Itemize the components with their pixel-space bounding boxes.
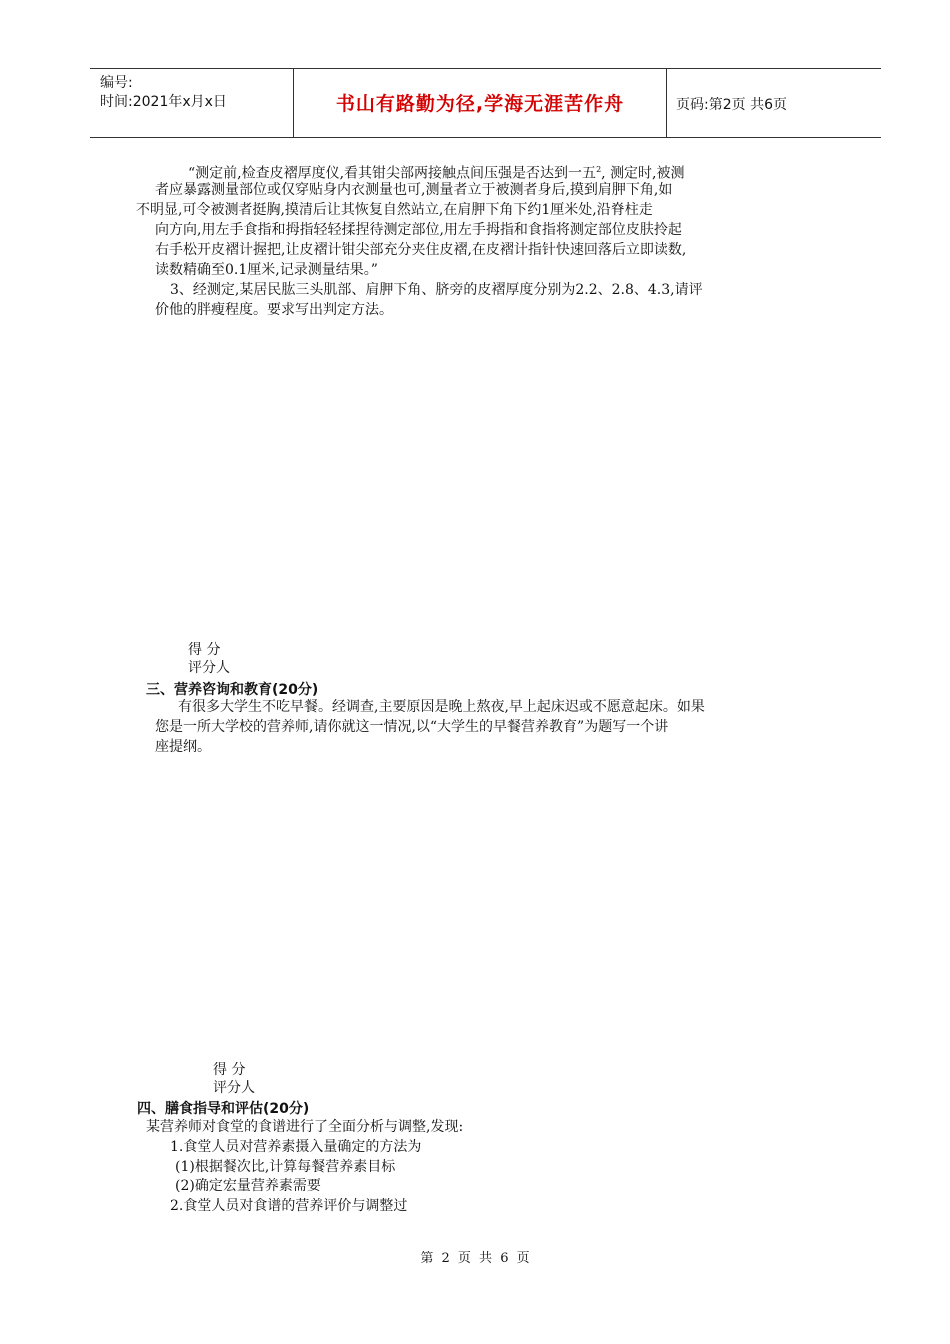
section-3-line: 有很多大学生不吃早餐。经调查,主要原因是晚上熬夜,早上起床迟或不愿意起床。如果 xyxy=(178,699,705,715)
body-line: 者应暴露测量部位或仅穿贴身内衣测量也可,测量者立于被测者身后,摸到肩胛下角,如 xyxy=(155,182,673,198)
body-text: “测定前,检查皮褶厚度仪,看其钳尖部两接触点间压强是否达到一五 xyxy=(188,165,597,182)
header-page-cell xyxy=(666,69,881,137)
section-3-line: 您是一所大学校的营养师,请你就这一情况,以“大学生的早餐营养教育”为题写一个讲 xyxy=(155,719,669,735)
header-motto-cell xyxy=(293,69,667,137)
body-line: “测定前,检查皮褶厚度仪,看其钳尖部两接触点间压强是否达到一五$^2$, 测定时,被测 xyxy=(188,165,685,182)
body-line: 不明显,可令被测者挺胸,摸清后让其恢复自然站立,在肩胛下角下约1厘米处,沿脊柱走 xyxy=(136,202,653,218)
body-line: 向方向,用左手食指和拇指轻轻揉捏待测定部位,用左手拇指和食指将测定部位皮肤拎起 xyxy=(155,222,682,238)
score-label: 得 分 xyxy=(213,1062,246,1078)
header-meta-cell xyxy=(90,69,293,137)
section-4-line: (2)确定宏量营养素需要 xyxy=(175,1178,321,1194)
grader-label: 评分人 xyxy=(213,1080,255,1096)
body-line: 读数精确至0.1厘米,记录测量结果。” xyxy=(155,262,378,278)
section-3-line: 座提纲。 xyxy=(155,739,211,755)
page-footer: 第 2 页 共 6 页 xyxy=(420,1251,530,1266)
header-page-info: 页码:第2页 共6页 xyxy=(676,97,787,113)
body-text: 测定时,被测 xyxy=(610,165,685,182)
section-4-line: 某营养师对食堂的食谱进行了全面分析与调整,发现: xyxy=(146,1119,464,1135)
grader-label: 评分人 xyxy=(188,660,230,676)
section-4-title: 四、膳食指导和评估(20分) xyxy=(137,1101,310,1117)
section-3-title: 三、营养咨询和教育(20分) xyxy=(146,682,319,698)
section-4-line: (1)根据餐次比,计算每餐营养素目标 xyxy=(175,1159,396,1175)
section-4-line: 2.食堂人员对食谱的营养评价与调整过 xyxy=(170,1198,408,1214)
page-header xyxy=(90,68,881,138)
section-4-line: 1.食堂人员对营养素摄入量确定的方法为 xyxy=(170,1139,422,1155)
body-line: 右手松开皮褶计握把,让皮褶计钳尖部充分夹住皮褶,在皮褶计指针快速回落后立即读数, xyxy=(155,242,687,258)
header-motto: 书山有路勤为径,学海无涯苦作舟 xyxy=(335,93,625,115)
doc-number-label: 编号: xyxy=(100,75,133,91)
question-3-line: 价他的胖瘦程度。要求写出判定方法。 xyxy=(155,302,393,318)
score-label: 得 分 xyxy=(188,642,221,658)
doc-time-label: 时间:2021年x月x日 xyxy=(100,94,227,110)
question-3-line: 3、经测定,某居民肱三头肌部、肩胛下角、脐旁的皮褶厚度分别为2.2、2.8、4.3,请评 xyxy=(170,282,703,298)
superscript: 2 xyxy=(596,165,602,174)
